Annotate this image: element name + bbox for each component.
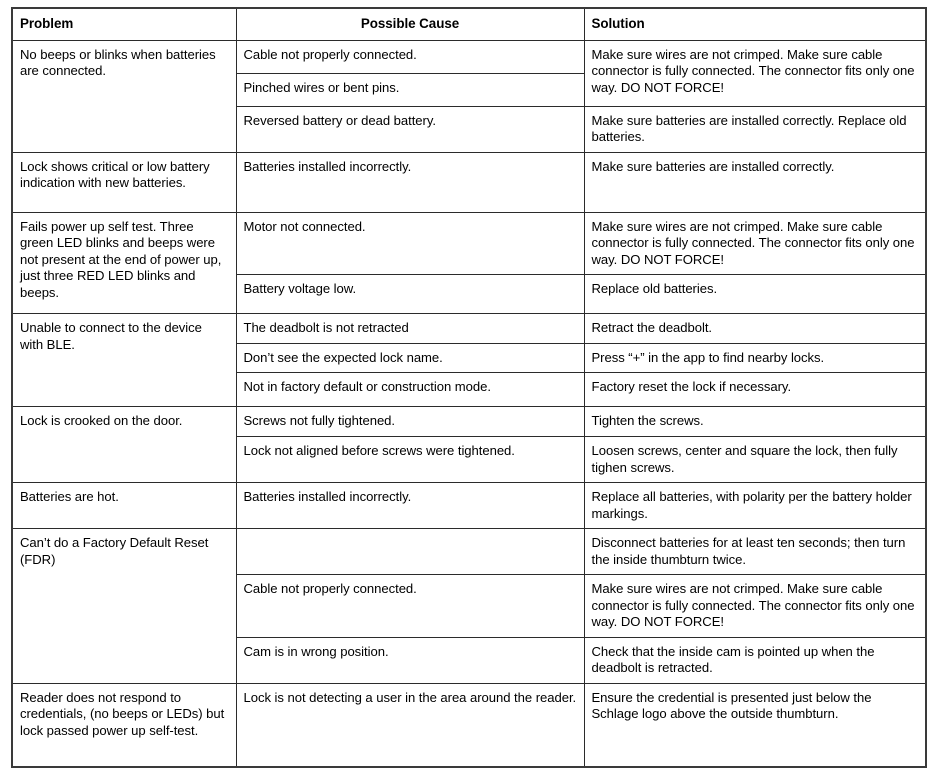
problem-cell: Lock is crooked on the door. — [12, 407, 236, 483]
cause-cell: Battery voltage low. — [236, 275, 584, 314]
cause-cell: Batteries installed incorrectly. — [236, 483, 584, 529]
cause-cell: Reversed battery or dead battery. — [236, 106, 584, 152]
problem-cell: No beeps or blinks when batteries are connected. — [12, 40, 236, 152]
problem-cell: Unable to connect to the device with BLE. — [12, 314, 236, 407]
solution-cell: Make sure batteries are installed correctly. — [584, 152, 926, 212]
solution-cell: Replace old batteries. — [584, 275, 926, 314]
column-header-possible-cause: Possible Cause — [236, 8, 584, 40]
cause-cell: Cable not properly connected. — [236, 40, 584, 73]
cause-cell: Batteries installed incorrectly. — [236, 152, 584, 212]
solution-cell: Make sure wires are not crimped. Make sure cable connector is fully connected. The connector fits only one way. DO NOT FORCE! — [584, 212, 926, 274]
solution-cell: Replace all batteries, with polarity per the battery holder markings. — [584, 483, 926, 529]
column-header-solution: Solution — [584, 8, 926, 40]
cause-cell: Motor not connected. — [236, 212, 584, 274]
solution-cell: Disconnect batteries for at least ten seconds; then turn the inside thumbturn twice. — [584, 529, 926, 575]
table-row — [12, 529, 926, 575]
solution-cell: Loosen screws, center and square the lock, then fully tighen screws. — [584, 437, 926, 483]
cause-cell: Lock not aligned before screws were tightened. — [236, 437, 584, 483]
solution-cell: Press “+” in the app to find nearby locks. — [584, 343, 926, 372]
cause-cell: Cam is in wrong position. — [236, 637, 584, 683]
cause-cell: Lock is not detecting a user in the area around the reader. — [236, 683, 584, 767]
solution-cell: Factory reset the lock if necessary. — [584, 373, 926, 407]
problem-cell: Reader does not respond to credentials, (no beeps or LEDs) but lock passed power up self-test. — [12, 683, 236, 767]
problem-cell: Can’t do a Factory Default Reset (FDR) — [12, 529, 236, 683]
table-row — [12, 314, 926, 343]
table-row — [12, 40, 926, 73]
solution-cell: Check that the inside cam is pointed up when the deadbolt is retracted. — [584, 637, 926, 683]
cause-cell: The deadbolt is not retracted — [236, 314, 584, 343]
column-header-problem: Problem — [12, 8, 236, 40]
table-row — [12, 152, 926, 212]
table-row — [12, 212, 926, 274]
cause-cell: Screws not fully tightened. — [236, 407, 584, 437]
solution-cell: Ensure the credential is presented just below the Schlage logo above the outside thumbturn. — [584, 683, 926, 767]
table-header-row — [12, 8, 926, 40]
solution-cell: Make sure wires are not crimped. Make sure cable connector is fully connected. The connector fits only one way. DO NOT FORCE! — [584, 40, 926, 106]
solution-cell: Make sure batteries are installed correctly. Replace old batteries. — [584, 106, 926, 152]
problem-cell: Batteries are hot. — [12, 483, 236, 529]
table-header — [12, 8, 926, 40]
solution-cell: Retract the deadbolt. — [584, 314, 926, 343]
table-row — [12, 483, 926, 529]
table-body — [12, 40, 926, 767]
problem-cell: Fails power up self test. Three green LED blinks and beeps were not present at the end of power up, just three RED LED blinks and beeps. — [12, 212, 236, 313]
cause-cell: Not in factory default or construction mode. — [236, 373, 584, 407]
problem-cell: Lock shows critical or low battery indication with new batteries. — [12, 152, 236, 212]
troubleshooting-table — [11, 7, 927, 768]
cause-cell: Pinched wires or bent pins. — [236, 73, 584, 106]
solution-cell: Tighten the screws. — [584, 407, 926, 437]
cause-cell — [236, 529, 584, 575]
cause-cell: Cable not properly connected. — [236, 575, 584, 637]
cause-cell: Don’t see the expected lock name. — [236, 343, 584, 372]
table-row — [12, 683, 926, 767]
solution-cell: Make sure wires are not crimped. Make sure cable connector is fully connected. The connector fits only one way. DO NOT FORCE! — [584, 575, 926, 637]
table-row — [12, 407, 926, 437]
